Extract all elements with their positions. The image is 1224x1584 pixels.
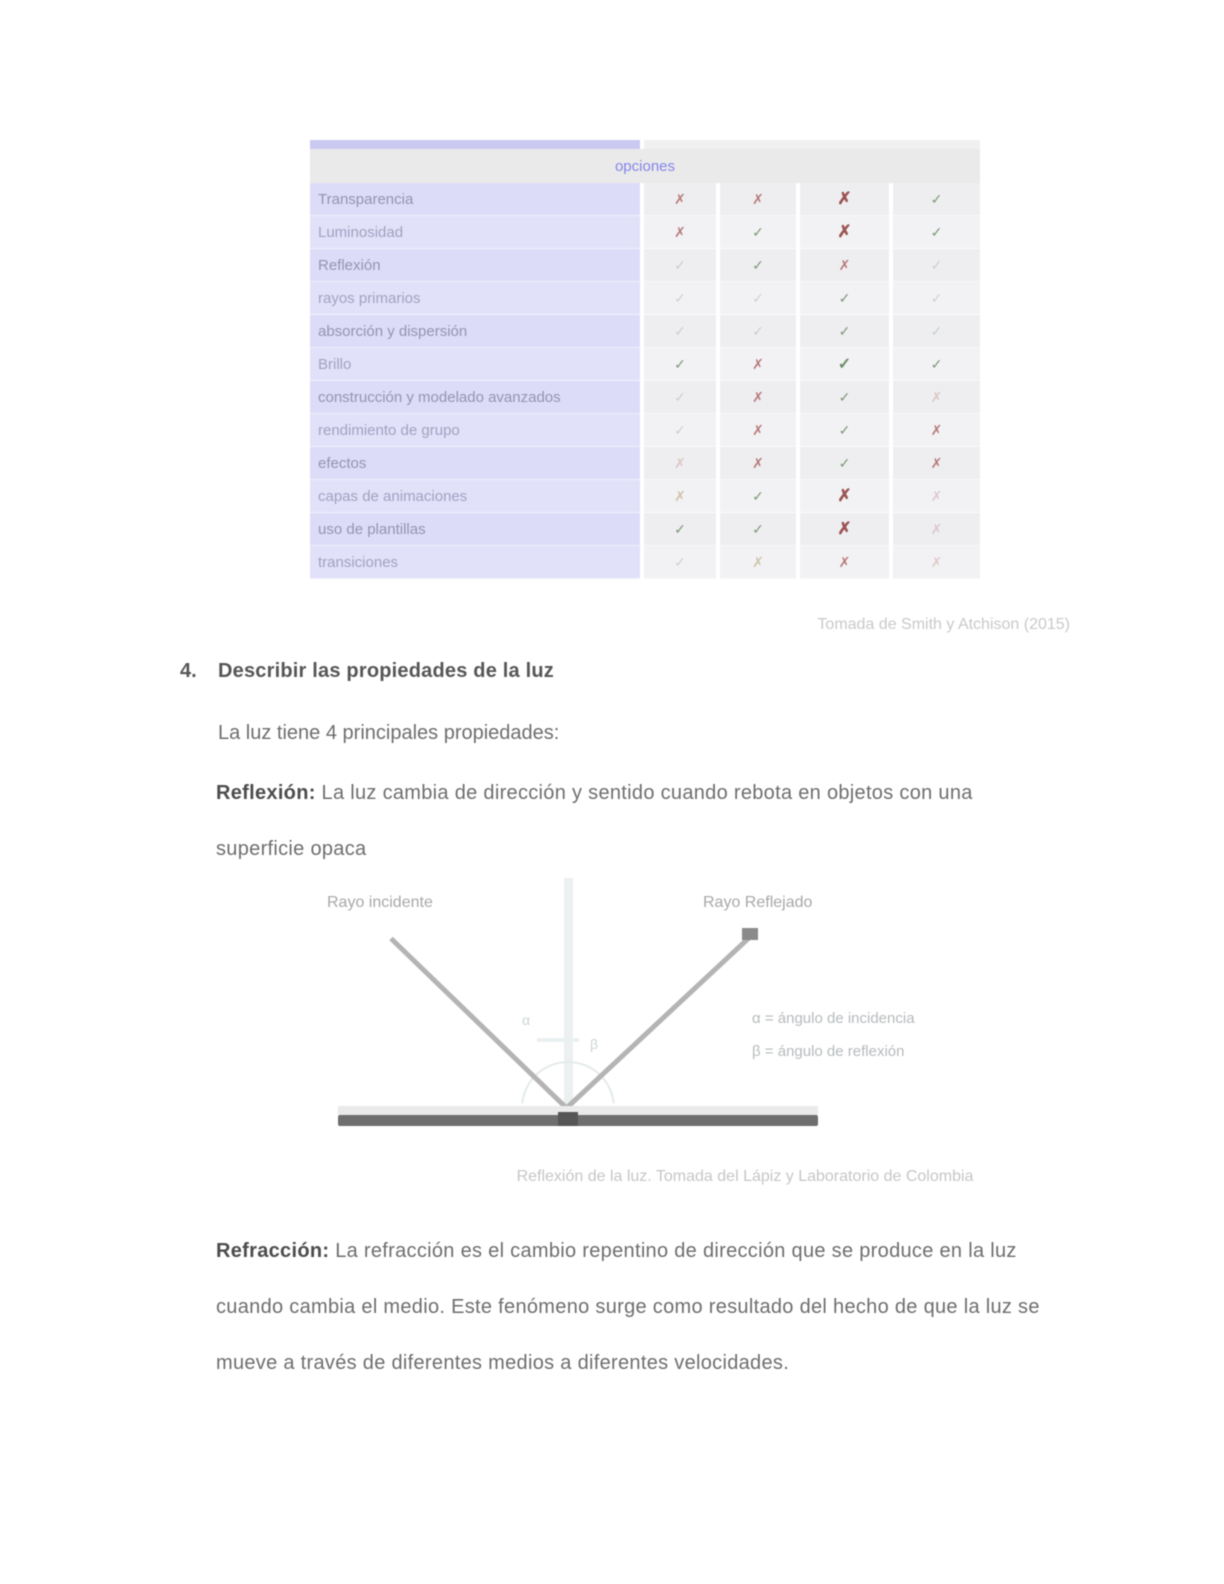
reflected-ray-line <box>564 935 752 1111</box>
table-row <box>310 381 980 414</box>
mark-cell <box>644 414 716 447</box>
cross-icon: ✗ <box>837 486 852 505</box>
cross-icon: ✗ <box>837 519 852 538</box>
mark-cell <box>720 447 796 480</box>
mark-cell <box>644 447 716 480</box>
mark-cell <box>644 381 716 414</box>
check-icon: ✓ <box>838 454 851 471</box>
cross-icon: ✗ <box>930 421 943 438</box>
mark-cell <box>893 282 980 315</box>
mark-cell <box>800 249 889 282</box>
mark-cell <box>800 381 889 414</box>
mark-cell <box>893 513 980 546</box>
cross-icon: ✗ <box>752 355 764 372</box>
reflexion-paragraph-line2: superficie opaca <box>216 838 367 860</box>
check-icon: ✓ <box>752 322 764 339</box>
reflexion-paragraph-line1 <box>216 782 973 805</box>
mark-cell <box>720 513 796 546</box>
row-label: rayos primarios <box>310 282 640 315</box>
check-icon: ✓ <box>930 322 943 339</box>
check-icon: ✓ <box>674 553 686 570</box>
reflexion-text1: La luz cambia de dirección y sentido cuando rebota en objetos con una <box>315 782 973 804</box>
cross-icon: ✗ <box>674 223 686 240</box>
refraccion-paragraph-line1 <box>216 1240 1017 1263</box>
mark-cell <box>644 348 716 381</box>
cross-icon: ✗ <box>752 388 764 405</box>
row-label: Luminosidad <box>310 216 640 249</box>
mark-cell <box>644 183 716 216</box>
table-header-link[interactable]: opciones <box>614 157 676 175</box>
mark-cell <box>893 447 980 480</box>
reflected-ray-label: Rayo Reflejado <box>703 894 813 911</box>
mark-cell <box>800 546 889 579</box>
section-number: 4. <box>180 660 197 682</box>
angle-tick <box>537 1038 579 1042</box>
mark-cell <box>644 480 716 513</box>
cross-icon: ✗ <box>837 189 852 208</box>
table-row <box>310 480 980 513</box>
check-icon: ✓ <box>752 520 764 537</box>
table-row <box>310 249 980 282</box>
table-row <box>310 282 980 315</box>
mark-cell <box>720 249 796 282</box>
cross-icon: ✗ <box>674 454 686 471</box>
cross-icon: ✗ <box>752 553 764 570</box>
cross-icon: ✗ <box>930 553 943 570</box>
mark-cell <box>644 546 716 579</box>
mark-cell <box>893 216 980 249</box>
mark-cell <box>720 282 796 315</box>
cross-icon: ✗ <box>674 190 686 207</box>
row-label: uso de plantillas <box>310 513 640 546</box>
table-row <box>310 414 980 447</box>
check-icon: ✓ <box>674 520 686 537</box>
table-row <box>310 348 980 381</box>
refraccion-paragraph-line2: cuando cambia el medio. Este fenómeno surge como resultado del hecho de que la luz se <box>216 1296 1040 1318</box>
reflected-ray-arrowhead <box>742 928 758 940</box>
row-label: capas de animaciones <box>310 480 640 513</box>
refraccion-term: Refracción: <box>216 1240 330 1262</box>
row-label: efectos <box>310 447 640 480</box>
section-intro: La luz tiene 4 principales propiedades: <box>218 722 560 744</box>
table-row <box>310 447 980 480</box>
surface-highlight <box>338 1106 818 1115</box>
legend-reflection-angle: β = ángulo de reflexión <box>752 1043 905 1060</box>
cross-icon: ✗ <box>930 520 943 537</box>
mark-cell <box>893 480 980 513</box>
opaque-surface-bar <box>338 1115 818 1126</box>
mark-cell <box>644 513 716 546</box>
table-row <box>310 183 980 216</box>
mark-cell <box>800 216 889 249</box>
cross-icon: ✗ <box>674 487 686 504</box>
mark-cell <box>644 249 716 282</box>
mark-cell <box>893 183 980 216</box>
mark-cell <box>800 480 889 513</box>
check-icon: ✓ <box>752 487 764 504</box>
cross-icon: ✗ <box>930 454 943 471</box>
mark-cell <box>893 249 980 282</box>
beta-angle-label: β <box>590 1036 599 1052</box>
cropped-data-cells <box>644 140 980 149</box>
cropped-label-cell <box>310 140 640 149</box>
check-icon: ✓ <box>674 388 686 405</box>
check-icon: ✓ <box>838 421 851 438</box>
incident-ray-line <box>389 937 567 1109</box>
cross-icon: ✗ <box>752 454 764 471</box>
mark-cell <box>720 546 796 579</box>
alpha-angle-label: α <box>522 1012 531 1028</box>
mark-cell <box>720 414 796 447</box>
table-caption: Tomada de Smith y Atchison (2015) <box>817 616 1070 633</box>
mark-cell <box>800 282 889 315</box>
check-icon: ✓ <box>674 421 686 438</box>
table-row <box>310 513 980 546</box>
row-label: Transparencia <box>310 183 640 216</box>
cross-icon: ✗ <box>838 256 851 273</box>
mark-cell <box>720 183 796 216</box>
mark-cell <box>644 315 716 348</box>
table-cropped-top-row <box>310 140 980 149</box>
check-icon: ✓ <box>674 322 686 339</box>
check-icon: ✓ <box>930 256 943 273</box>
mark-cell <box>800 414 889 447</box>
check-icon: ✓ <box>752 289 764 306</box>
row-label: construcción y modelado avanzados <box>310 381 640 414</box>
legend-incidence-angle: α = ángulo de incidencia <box>752 1010 915 1027</box>
mark-cell <box>800 447 889 480</box>
mark-cell <box>720 480 796 513</box>
table-row <box>310 546 980 579</box>
table-body <box>310 183 980 579</box>
check-icon: ✓ <box>674 289 686 306</box>
row-label: absorción y dispersión <box>310 315 640 348</box>
row-label: transiciones <box>310 546 640 579</box>
check-icon: ✓ <box>838 388 851 405</box>
row-label: rendimiento de grupo <box>310 414 640 447</box>
mark-cell <box>893 381 980 414</box>
mark-cell <box>720 381 796 414</box>
table-row <box>310 315 980 348</box>
mark-cell <box>800 315 889 348</box>
mark-cell <box>800 348 889 381</box>
mark-cell <box>893 546 980 579</box>
comparison-table <box>310 140 980 579</box>
check-icon: ✓ <box>838 289 851 306</box>
table-row <box>310 216 980 249</box>
mark-cell <box>720 348 796 381</box>
check-icon: ✓ <box>930 355 943 372</box>
refraccion-text1: La refracción es el cambio repentino de dirección que se produce en la luz <box>329 1240 1017 1262</box>
check-icon: ✓ <box>930 223 943 240</box>
check-icon: ✓ <box>674 355 686 372</box>
mark-cell <box>800 513 889 546</box>
cross-icon: ✗ <box>930 487 943 504</box>
mark-cell <box>800 183 889 216</box>
cross-icon: ✗ <box>752 190 764 207</box>
mark-cell <box>893 348 980 381</box>
diagram-caption: Reflexión de la luz. Tomada del Lápiz y Laboratorio de Colombia <box>516 1168 974 1185</box>
check-icon: ✓ <box>838 322 851 339</box>
incidence-point <box>558 1112 578 1126</box>
cross-icon: ✗ <box>930 388 943 405</box>
mark-cell <box>893 414 980 447</box>
row-label: Brillo <box>310 348 640 381</box>
check-icon: ✓ <box>930 289 943 306</box>
refraccion-paragraph-line3: mueve a través de diferentes medios a diferentes velocidades. <box>216 1352 790 1374</box>
check-icon: ✓ <box>752 223 764 240</box>
row-label: Reflexión <box>310 249 640 282</box>
check-icon: ✓ <box>752 256 764 273</box>
section-title: Describir las propiedades de la luz <box>218 660 555 682</box>
cross-icon: ✗ <box>838 553 851 570</box>
cross-icon: ✗ <box>752 421 764 438</box>
incident-ray-label: Rayo incidente <box>327 894 433 911</box>
check-icon: ✓ <box>930 190 943 207</box>
reflexion-term: Reflexión: <box>216 782 316 804</box>
mark-cell <box>720 315 796 348</box>
cross-icon: ✗ <box>837 222 852 241</box>
check-icon: ✓ <box>674 256 686 273</box>
check-icon: ✓ <box>837 356 852 373</box>
mark-cell <box>720 216 796 249</box>
mark-cell <box>644 282 716 315</box>
table-header-row <box>310 149 980 183</box>
mark-cell <box>644 216 716 249</box>
mark-cell <box>893 315 980 348</box>
